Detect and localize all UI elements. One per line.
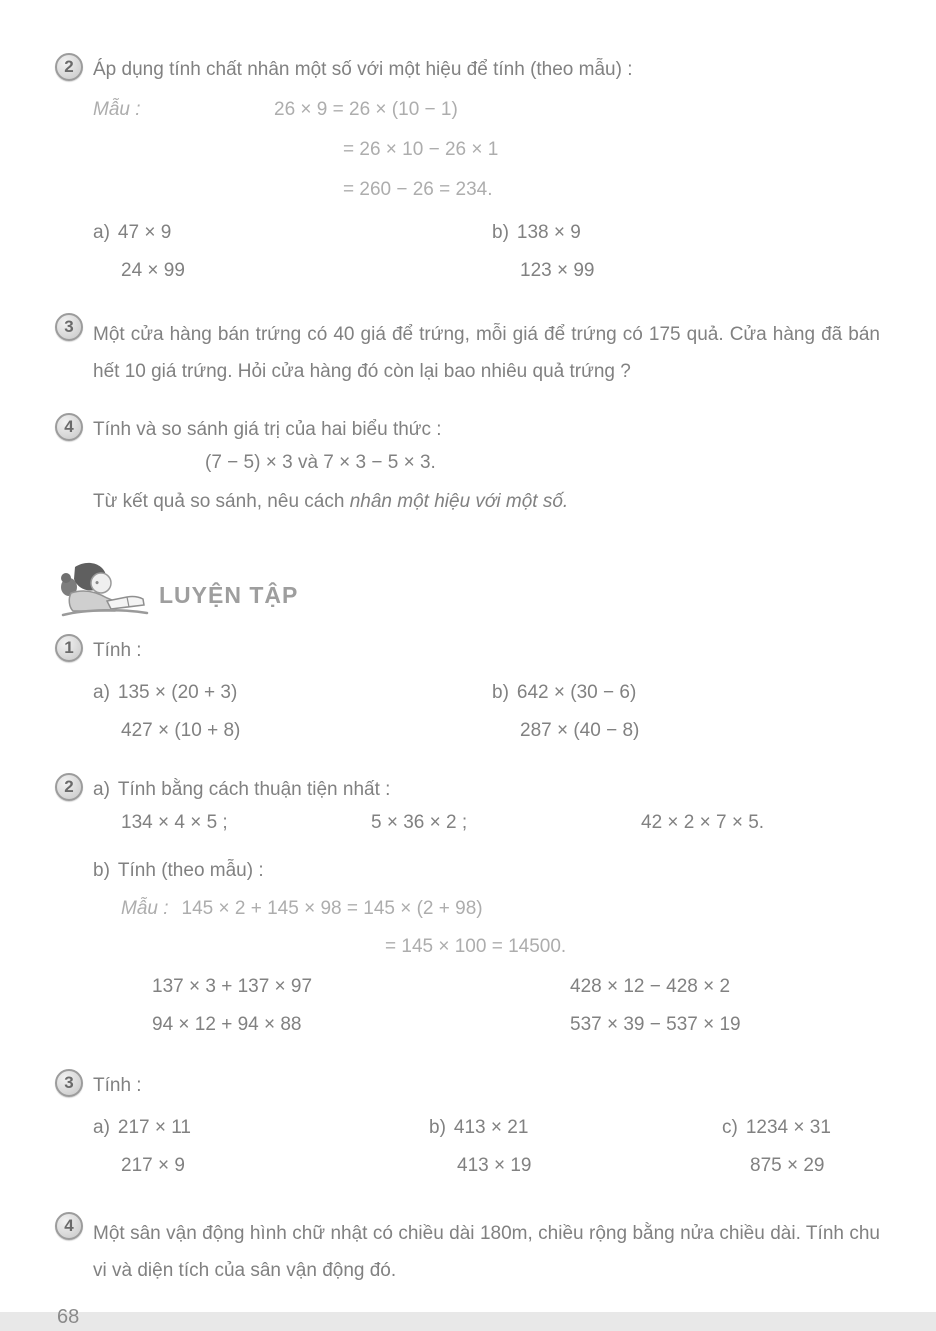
example-label: Mẫu : (93, 99, 141, 120)
expression: 537 × 39 − 537 × 19 (570, 1014, 741, 1035)
item-label: a) (93, 779, 110, 800)
example-expression-1: 26 × 9 = 26 × (10 − 1) (274, 99, 458, 120)
part-b-title: Tính (theo mẫu) : (117, 860, 264, 881)
practice-problem-3-title: Tính : (93, 1075, 142, 1096)
exercise-row (93, 1109, 429, 1147)
practice-problem-4-number: 4 (64, 1216, 74, 1235)
luyen-tap-title: LUYỆN TẬP (159, 582, 299, 608)
exercise-column-a (93, 674, 492, 750)
problem-4-note (93, 483, 880, 521)
example-expression-1: 145 × 2 + 145 × 98 = 145 × (2 + 98) (181, 898, 483, 919)
expression: 217 × 9 (121, 1155, 185, 1176)
problem-3-number: 3 (64, 317, 74, 336)
expression: 217 × 11 (117, 1117, 191, 1138)
problem-3-content (93, 316, 880, 390)
practice-problem-1 (55, 637, 880, 750)
expression: 5 × 36 × 2 ; (371, 812, 468, 833)
exercise-column-b (492, 674, 880, 750)
example-expression-2: = 145 × 100 = 14500. (385, 936, 567, 957)
practice-problem-3-number: 3 (64, 1073, 74, 1092)
practice-problem-2-number-badge (55, 773, 83, 801)
exercise-row (429, 1109, 722, 1147)
practice-problem-3 (55, 1072, 880, 1185)
example-row-1 (93, 90, 880, 130)
part-a-heading (93, 776, 880, 803)
expression: 413 × 21 (453, 1117, 529, 1138)
exercise-column-a (93, 214, 492, 290)
expression: 24 × 99 (121, 260, 185, 281)
practice-problem-1-content (93, 637, 880, 750)
expression: 287 × (40 − 8) (520, 720, 640, 741)
problem-4-expression: (7 − 5) × 3 và 7 × 3 − 5 × 3. (205, 452, 436, 473)
item-label: a) (93, 222, 110, 243)
page-number: 68 (57, 1306, 80, 1328)
expression: 875 × 29 (750, 1155, 825, 1176)
exercise-row (492, 674, 880, 712)
practice-problem-1-title: Tính : (93, 640, 142, 661)
practice-problem-2-content (93, 776, 880, 1044)
practice-problem-3-content (93, 1072, 880, 1185)
expression: 428 × 12 − 428 × 2 (570, 976, 731, 997)
problem-4-number: 4 (64, 417, 74, 436)
problem-2-number-badge (55, 53, 83, 81)
exercise-row (93, 674, 492, 712)
item-label: b) (93, 860, 110, 881)
expression: 134 × 4 × 5 ; (121, 812, 228, 833)
exercise-column-c (722, 1109, 880, 1185)
problem-2-exercises (93, 214, 880, 290)
practice-problem-3-exercises (93, 1109, 880, 1185)
practice-problem-2 (55, 776, 880, 1044)
practice-problem-4-content (93, 1215, 880, 1289)
expression: 642 × (30 − 6) (516, 682, 637, 703)
expression: 137 × 3 + 137 × 97 (152, 976, 313, 997)
part-a-expressions (93, 803, 880, 843)
problem-3-number-badge (55, 313, 83, 341)
practice-problem-1-number: 1 (64, 638, 74, 657)
practice-problem-2-number: 2 (64, 777, 74, 796)
problem-2-content (93, 56, 880, 290)
expression: 94 × 12 + 94 × 88 (152, 1014, 302, 1035)
exercise-column-a (93, 1109, 429, 1185)
expression: 42 × 2 × 7 × 5. (641, 812, 765, 833)
exercise-row (492, 214, 880, 252)
problem-4-content (93, 416, 880, 521)
example-label: Mẫu : (121, 898, 169, 919)
item-label: c) (722, 1117, 738, 1138)
expression: 138 × 9 (516, 222, 581, 243)
problem-2 (55, 56, 880, 290)
problem-4 (55, 416, 880, 521)
item-label: a) (93, 1117, 110, 1138)
problem-2-title: Áp dụng tính chất nhân một số với một hiệu để tính (theo mẫu) : (93, 59, 633, 80)
problem-2-number: 2 (64, 57, 74, 76)
expression: 135 × (20 + 3) (117, 682, 238, 703)
expression: 427 × (10 + 8) (121, 720, 241, 741)
luyen-tap-header (57, 557, 880, 619)
expression: 413 × 19 (457, 1155, 532, 1176)
example-expression-2: = 26 × 10 − 26 × 1 (343, 139, 499, 160)
practice-problem-4-text: Một sân vận động hình chữ nhật có chiều dài 180m, chiều rộng bằng nửa chiều dài. Tính chu vi và diện tích của sân vận động đó. (93, 1223, 880, 1281)
example-expression-3: = 260 − 26 = 234. (343, 179, 493, 200)
expression: 1234 × 31 (745, 1117, 831, 1138)
practice-problem-1-exercises (93, 674, 880, 750)
part-b-example-row-1 (93, 890, 880, 928)
part-b-heading (93, 852, 880, 890)
problem-2-example (93, 90, 880, 210)
problem-3-text: Một cửa hàng bán trứng có 40 giá để trứng, mỗi giá để trứng có 175 quả. Cửa hàng đã bán hết 10 giá trứng. Hỏi cửa hàng đó còn lại bao nhiêu quả trứng ? (93, 324, 880, 382)
problem-3 (55, 316, 880, 390)
part-a-title: Tính bằng cách thuận tiện nhất : (117, 779, 391, 800)
item-label: b) (492, 222, 509, 243)
practice-problem-3-number-badge (55, 1069, 83, 1097)
practice-problem-1-number-badge (55, 634, 83, 662)
exercise-column-b (429, 1109, 722, 1185)
reading-child-icon (57, 557, 149, 619)
exercise-row (93, 214, 492, 252)
problem-4-number-badge (55, 413, 83, 441)
practice-problem-4-number-badge (55, 1212, 83, 1240)
note-prefix: Từ kết quả so sánh, nêu cách (93, 491, 350, 512)
item-label: b) (429, 1117, 446, 1138)
expression: 123 × 99 (520, 260, 595, 281)
exercise-column-b (492, 214, 880, 290)
item-label: b) (492, 682, 509, 703)
item-label: a) (93, 682, 110, 703)
problem-4-title: Tính và so sánh giá trị của hai biểu thức : (93, 419, 442, 440)
practice-problem-4 (55, 1215, 880, 1289)
note-italic-phrase: nhân một hiệu với một số. (349, 491, 569, 512)
expression: 47 × 9 (117, 222, 172, 243)
part-b-exercises (93, 968, 880, 1044)
exercise-row (722, 1109, 880, 1147)
